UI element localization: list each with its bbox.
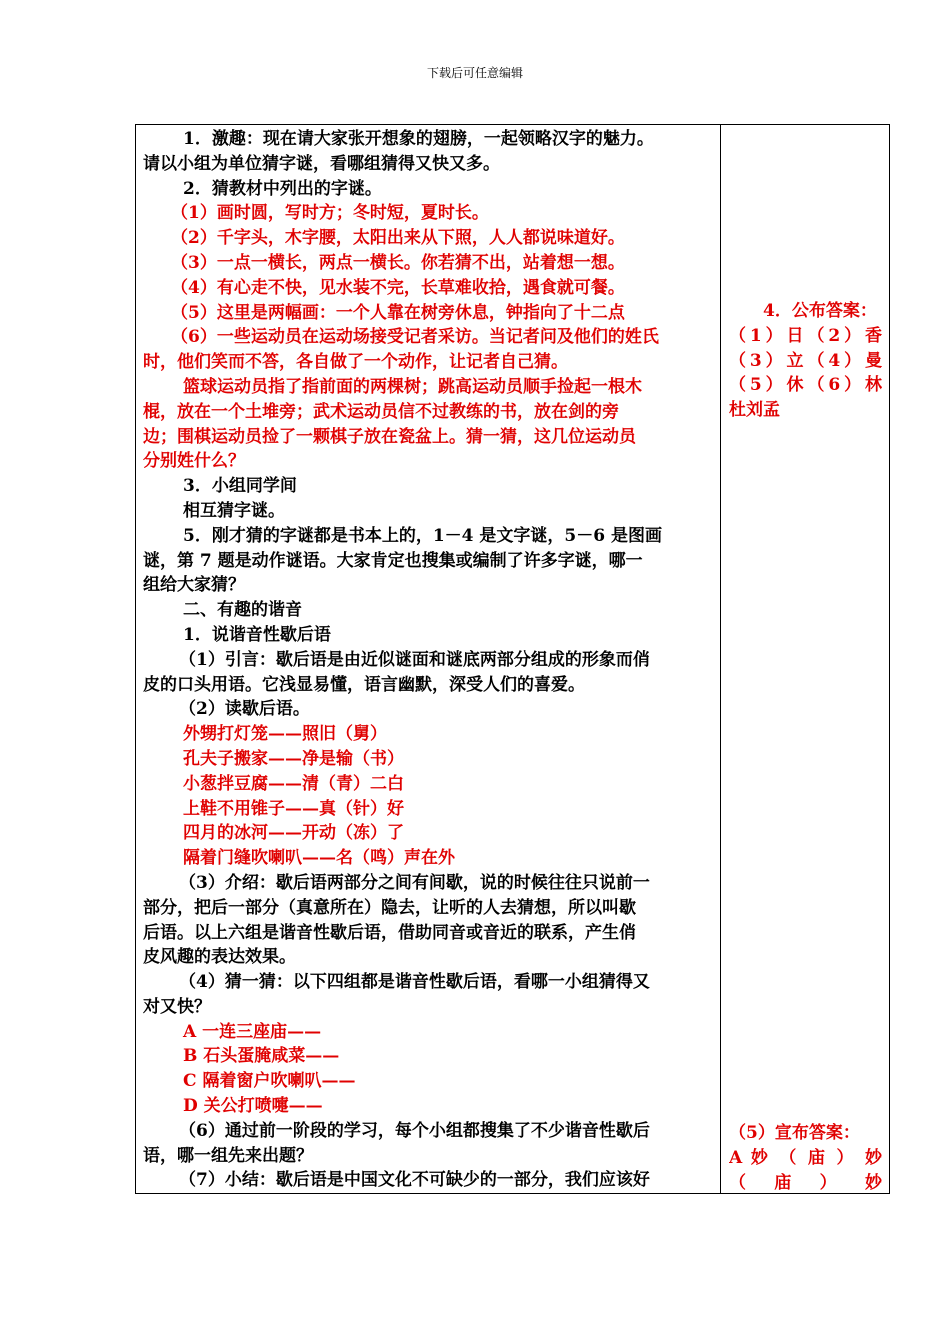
main-text-line: 5．刚才猜的字谜都是书本上的，1－4 是文字谜，5－6 是图画 [183,525,662,546]
answer-text-line: A 妙 （ 庙 ） 妙 [729,1147,882,1168]
main-text-line: （4）有心走不快，见水装不完，长草难收拾，遇食就可餐。 [171,277,625,298]
main-text-line: （1）引言：歇后语是由近似谜面和谜底两部分组成的形象而俏 [179,649,650,670]
main-text-line: （7）小结：歇后语是中国文化不可缺少的一部分，我们应该好 [179,1170,650,1191]
main-text-line: 上鞋不用锥子——真（针）好 [183,798,404,819]
main-text-line: （5）这里是两幅画：一个人靠在树旁休息，钟指向了十二点 [171,302,625,323]
main-text-line: A 一连三座庙—— [183,1021,322,1042]
main-text-line: （1）画时圆，写时方；冬时短，夏时长。 [171,203,489,224]
main-text-line: 部分，把后一部分（真意所在）隐去，让听的人去猜想，所以叫歇 [143,897,636,918]
main-text-line: 相互猜字谜。 [183,500,285,521]
main-text-line: （2）千字头，木字腰，太阳出来从下照，人人都说味道好。 [171,228,625,249]
main-text-line: C 隔着窗户吹喇叭—— [183,1071,356,1092]
lesson-table [135,124,890,1194]
main-text-line: （6）通过前一阶段的学习，每个小组都搜集了不少谐音性歇后 [179,1120,650,1141]
answer-text-line: （ 庙 ） 妙 [729,1172,882,1193]
main-text-line: 棍，放在一个土堆旁；武术运动员信不过教练的书，放在剑的旁 [143,401,619,422]
main-text-line: B 石头蛋腌咸菜—— [183,1046,340,1067]
main-text-line: 3．小组同学间 [183,476,297,497]
main-text-line: 隔着门缝吹喇叭——名（鸣）声在外 [183,848,455,869]
main-text-line: 分别姓什么？ [143,451,245,472]
main-text-line: 二、有趣的谐音 [183,600,302,621]
main-text-line: 时，他们笑而不答，各自做了一个动作，让记者自己猜。 [143,352,568,373]
main-text-line: 1．说谐音性歇后语 [183,624,331,645]
main-text-line: 后语。以上六组是谐音性歇后语，借助同音或音近的联系，产生俏 [143,922,636,943]
main-column [143,127,715,1193]
main-text-line: 请以小组为单位猜字谜，看哪组猜得又快又多。 [143,153,500,174]
main-text-line: 对又快？ [143,996,211,1017]
main-text-line: （3）介绍：歇后语两部分之间有间歇，说的时候往往只说前一 [179,872,650,893]
main-text-line: （2）读歇后语。 [179,699,310,720]
main-text-line: （3）一点一横长，两点一横长。你若猜不出，站着想一想。 [171,252,625,273]
main-text-line: 小葱拌豆腐——清（青）二白 [183,773,404,794]
answer-text-line: 4．公布答案： [763,301,877,321]
answer-text-line: （5）宣布答案： [729,1123,860,1143]
main-text-line: 孔夫子搬家——净是输（书） [183,748,404,769]
main-text-line: 谜，第 7 题是动作谜语。大家肯定也搜集或编制了许多字谜，哪一 [143,550,643,571]
main-text-line: D 关公打喷嚏—— [183,1096,323,1117]
column-divider [720,125,721,1193]
side-column-answers-bottom [729,1121,882,1195]
main-text-line: （4）猜一猜：以下四组都是谐音性歇后语，看哪一小组猜得又 [179,972,650,993]
main-text-line: 外甥打灯笼——照旧（舅） [183,724,387,745]
answer-text-line: （1）日（2）香 [729,325,882,346]
main-text-line: 组给大家猜？ [143,575,245,596]
main-text-line: 皮风趣的表达效果。 [143,947,296,968]
main-text-line: 篮球运动员指了指前面的两棵树；跳高运动员顺手捡起一根木 [183,376,642,397]
main-text-line: 1．激趣：现在请大家张开想象的翅膀，一起领略汉字的魅力。 [183,129,654,149]
answer-text-line: （5）休（6）林 [729,375,882,396]
answer-text-line: 杜刘孟 [729,400,780,421]
main-text-line: 语，哪一组先来出题？ [143,1145,313,1166]
side-column-answers-top [729,299,882,423]
main-text-line: 2．猜教材中列出的字谜。 [183,178,382,199]
answer-text-line: （3）立（4）曼 [729,350,882,371]
main-text-line: 皮的口头用语。它浅显易懂，语言幽默，深受人们的喜爱。 [143,674,585,695]
main-text-line: 边；围棋运动员捡了一颗棋子放在瓷盆上。猜一猜，这几位运动员 [143,426,636,447]
page-header: 下载后可任意编辑 [426,66,523,80]
main-text-line: （6）一些运动员在运动场接受记者采访。当记者问及他们的姓氏 [171,327,659,348]
main-text-line: 四月的冰河——开动（冻）了 [183,823,404,844]
